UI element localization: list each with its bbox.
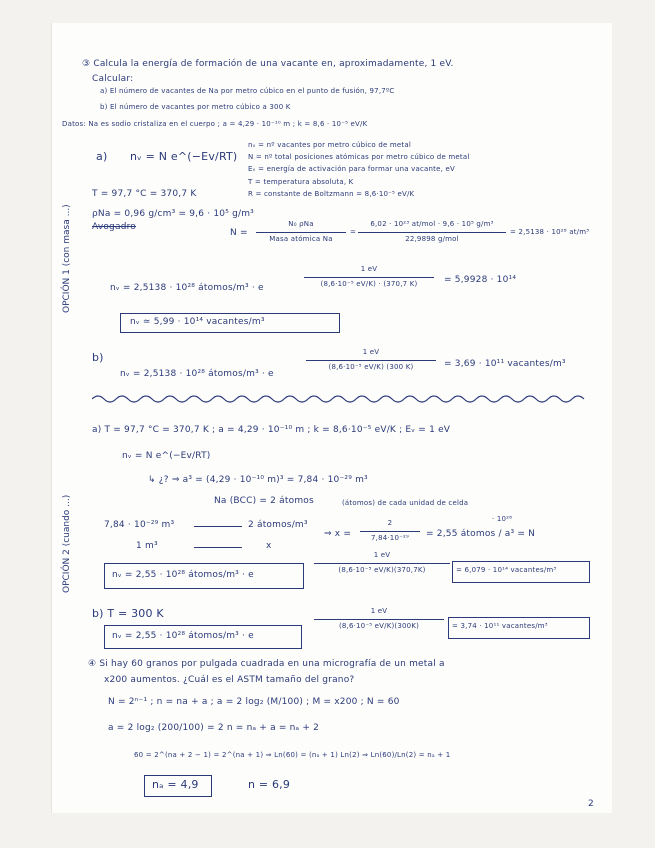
opt2-note: (átomos) de cada unidad de celda [342, 499, 469, 507]
opt1-formula: nᵥ = N e^(−Ev/RT) [130, 150, 238, 163]
opt1-b-exp-bar [306, 360, 436, 361]
opt2-step2-dash [194, 547, 242, 548]
problem-4-n-result: n = 6,9 [248, 778, 291, 791]
opt2-result: = 6,079 · 10¹⁴ vacantes/m³ [456, 566, 557, 574]
opt2-b-line: nᵥ = 2,55 · 10²⁸ átomos/m³ · e [112, 631, 254, 641]
opt2-step1-right: 2 átomos/m³ [248, 520, 308, 530]
opt1-equals: = [350, 228, 357, 236]
opt2-b-exp-numerator: 1 eV [370, 607, 388, 615]
opt2-bcc: Na (BCC) = 2 átomos [214, 496, 314, 506]
option-1-margin-label: OPCIÓN 1 (con masa ...) [62, 204, 72, 313]
problem-3-statement: ③ Calcula la energía de formación de una vacante en, aproximadamente, 1 eV. [82, 59, 454, 69]
opt1-def-r: R = constante de Boltzmann = 8,6·10⁻⁵ eV/K [248, 190, 415, 198]
opt1-def-nv: nᵥ = nº vacantes por metro cúbico de metal [248, 141, 412, 149]
opt1-b-result: = 3,69 · 10¹¹ vacantes/m³ [444, 359, 566, 369]
opt2-step1-dash [194, 526, 242, 527]
opt1-exp-denominator: (8,6·10⁻⁵ eV/K) · (370,7 K) [320, 280, 418, 288]
opt1-def-n: N = nº total posiciones atómicas por metro cúbico de metal [248, 153, 470, 161]
opt2-exp-bar [314, 563, 450, 564]
opt2-part-b-temp: b) T = 300 K [92, 607, 164, 620]
opt2-x-bar [360, 531, 420, 532]
problem-4-line-5: 60 = 2^(na + 2 − 1) = 2^(na + 1) ⇒ Ln(60) = (nₐ + 1) Ln(2) ⇒ Ln(60)/Ln(2) = nₐ + 1 [134, 751, 451, 759]
opt1-n-numerator: N₀ ρNa [288, 220, 314, 228]
opt1-n-denominator: Masa atómica Na [269, 235, 333, 243]
opt2-x-denominator: 7,84·10⁻²⁹ [370, 534, 410, 542]
problem-4-line-1: ④ Si hay 60 granos por pulgada cuadrada en una micrografía de un metal a [88, 659, 445, 669]
opt1-b-line: nᵥ = 2,5138 · 10²⁸ átomos/m³ · e [120, 369, 274, 379]
problem-3-calc-label: Calcular: [92, 74, 134, 84]
opt1-part-a-label: a) [96, 150, 108, 163]
opt2-b-exp-bar [314, 619, 444, 620]
problem-3-data: Datos: Na es sodio cristaliza en el cuerpo ; a = 4,29 · 10⁻¹⁰ m ; k = 8,6 · 10⁻⁵ eV/K [62, 120, 368, 128]
problem-3-part-a: a) El número de vacantes de Na por metro cúbico en el punto de fusión, 97,7ºC [100, 87, 395, 95]
opt1-avogadro: Avogadro [92, 222, 137, 232]
opt2-exp-numerator: 1 eV [373, 551, 391, 559]
opt1-n-values-bar [358, 232, 506, 233]
opt2-question-a3: ↳ ¿? ⇒ a³ = (4,29 · 10⁻¹⁰ m)³ = 7,84 · 10⁻²⁹ m³ [148, 475, 368, 485]
opt1-def-t: T = temperatura absoluta, K [248, 178, 354, 186]
opt1-nv-result: = 5,9928 · 10¹⁴ [444, 275, 517, 285]
opt1-exp-numerator: 1 eV [360, 265, 378, 273]
problem-4-line-4: a = 2 log₂ (200/100) = 2 n = nₐ + a = nₐ + 2 [108, 723, 320, 733]
opt1-exp-bar [304, 277, 434, 278]
opt1-def-ev: Eᵥ = energía de activación para formar una vacante, eV [248, 165, 455, 173]
opt1-nv-line: nᵥ = 2,5138 · 10²⁸ átomos/m³ · e [110, 283, 264, 293]
opt1-b-exp-denominator: (8,6·10⁻⁵ eV/K) (300 K) [328, 363, 414, 371]
opt2-x-eq: ⇒ x = [324, 529, 352, 539]
opt2-boxed-line: nᵥ = 2,55 · 10²⁸ átomos/m³ · e [112, 570, 254, 580]
opt1-temperature: T = 97,7 °C = 370,7 K [92, 189, 197, 199]
opt2-b-result: = 3,74 · 10¹¹ vacantes/m³ [452, 622, 548, 630]
problem-4-line-2: x200 aumentos. ¿Cuál es el ASTM tamaño del grano? [104, 675, 355, 685]
problem-4-boxed-result: nₐ = 4,9 [152, 778, 199, 791]
opt2-x-exponent: · 10²⁸ [492, 515, 513, 523]
opt2-step2-left: 1 m³ [136, 541, 158, 551]
opt1-n-eq: N = [230, 228, 248, 238]
opt2-nv-formula: nᵥ = N e^(−Ev/RT) [122, 451, 211, 461]
opt1-n-numerator-values: 6,02 · 10²³ at/mol · 9,6 · 10⁵ g/m³ [370, 220, 494, 228]
opt1-b-exp-numerator: 1 eV [362, 348, 380, 356]
wavy-separator [92, 393, 592, 405]
opt2-x-numerator: 2 [387, 519, 393, 527]
option-2-margin-label: OPCIÓN 2 (cuando ...) [62, 494, 72, 593]
problem-3-part-b: b) El número de vacantes por metro cúbico a 300 K [100, 103, 291, 111]
opt1-density: ρNa = 0,96 g/cm³ = 9,6 · 10⁵ g/m³ [92, 209, 254, 219]
notebook-page [51, 23, 612, 813]
opt2-b-exp-denominator: (8,6·10⁻⁵ eV/K)(300K) [338, 622, 420, 630]
opt1-n-denominator-values: 22,9898 g/mol [405, 235, 459, 243]
opt2-part-a-line: a) T = 97,7 °C = 370,7 K ; a = 4,29 · 10⁻¹⁰ m ; k = 8,6·10⁻⁵ eV/K ; Eᵥ = 1 eV [92, 425, 451, 435]
opt2-exp-denominator: (8,6·10⁻⁵ eV/K)(370,7K) [338, 566, 426, 574]
opt1-boxed-result: nᵥ ≃ 5,99 · 10¹⁴ vacantes/m³ [130, 317, 265, 327]
opt2-x-result: = 2,55 átomos / a³ = N [426, 529, 536, 539]
opt1-n-result: = 2,5138 · 10²⁸ at/m³ [510, 228, 590, 236]
opt1-n-fraction-bar [256, 232, 346, 233]
opt2-step2-right: x [266, 541, 272, 551]
opt1-part-b-label: b) [92, 351, 104, 364]
opt2-step1-left: 7,84 · 10⁻²⁹ m³ [104, 520, 175, 530]
problem-4-line-3: N = 2ⁿ⁻¹ ; n = na + a ; a = 2 log₂ (M/100) ; M = x200 ; N = 60 [108, 697, 400, 707]
page-number: 2 [588, 799, 594, 809]
